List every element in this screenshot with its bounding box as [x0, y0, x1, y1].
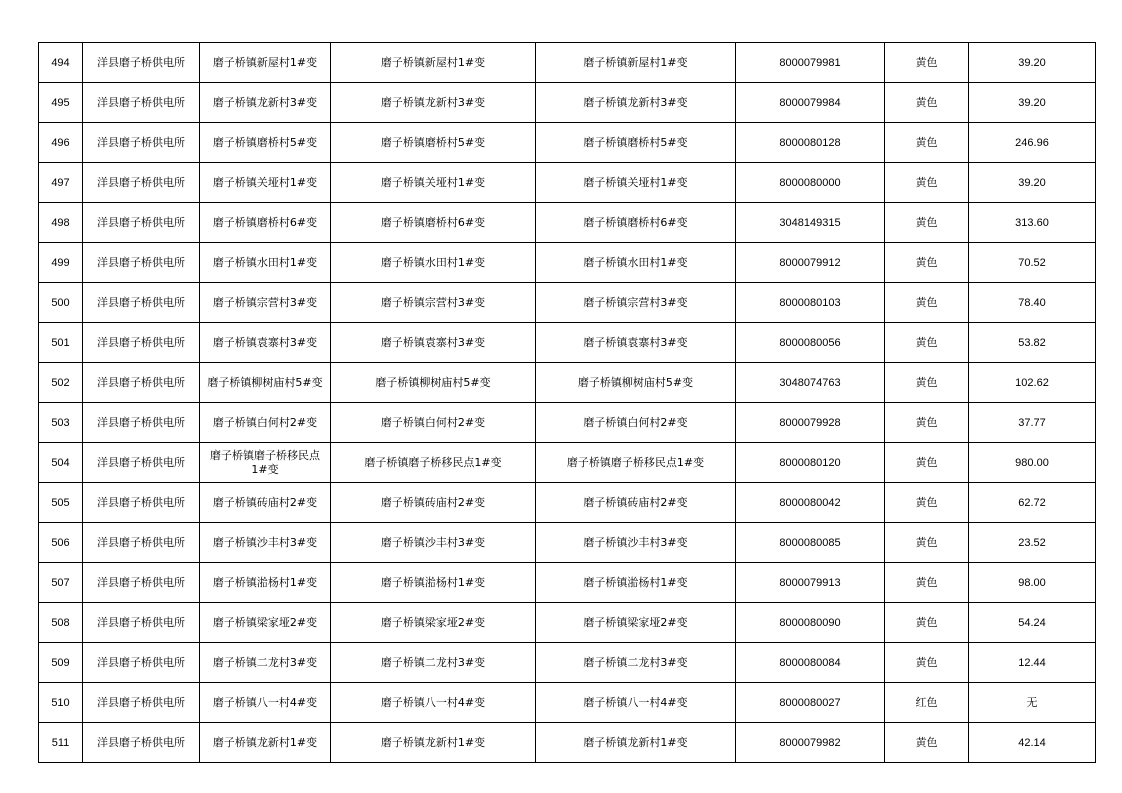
cell-line-name: 磨子桥镇宗营村3#变: [331, 283, 536, 323]
cell-station-name: 磨子桥镇新屋村1#变: [536, 43, 736, 83]
cell-account-code: 8000080000: [736, 163, 885, 203]
table-row: [39, 123, 1096, 163]
cell-transformer-name: 磨子桥镇梁家垭2#变: [200, 603, 331, 643]
table-row: [39, 443, 1096, 483]
cell-transformer-name: 磨子桥镇沙丰村3#变: [200, 523, 331, 563]
cell-line-name: 磨子桥镇磨桥村5#变: [331, 123, 536, 163]
cell-seq-number: 511: [39, 723, 83, 763]
cell-seq-number: 508: [39, 603, 83, 643]
table-row: [39, 603, 1096, 643]
table-row: [39, 403, 1096, 443]
cell-line-name: 磨子桥镇柳树庙村5#变: [331, 363, 536, 403]
cell-station-name: 磨子桥镇龙新村1#变: [536, 723, 736, 763]
cell-account-code: 8000079982: [736, 723, 885, 763]
cell-line-name: 磨子桥镇砖庙村2#变: [331, 483, 536, 523]
cell-supply-unit: 洋县磨子桥供电所: [83, 123, 200, 163]
cell-seq-number: 494: [39, 43, 83, 83]
cell-account-code: 8000079984: [736, 83, 885, 123]
cell-supply-unit: 洋县磨子桥供电所: [83, 43, 200, 83]
cell-supply-unit: 洋县磨子桥供电所: [83, 363, 200, 403]
cell-line-name: 磨子桥镇二龙村3#变: [331, 643, 536, 683]
cell-seq-number: 496: [39, 123, 83, 163]
cell-transformer-name: 磨子桥镇关垭村1#变: [200, 163, 331, 203]
cell-warning-level: 黄色: [885, 523, 969, 563]
cell-account-code: 8000080027: [736, 683, 885, 723]
cell-warning-level: 黄色: [885, 443, 969, 483]
cell-warning-level: 黄色: [885, 43, 969, 83]
cell-transformer-name: 磨子桥镇新屋村1#变: [200, 43, 331, 83]
cell-supply-unit: 洋县磨子桥供电所: [83, 243, 200, 283]
cell-warning-level: 黄色: [885, 483, 969, 523]
table-row: [39, 323, 1096, 363]
cell-transformer-name: 磨子桥镇二龙村3#变: [200, 643, 331, 683]
cell-station-name: 磨子桥镇砖庙村2#变: [536, 483, 736, 523]
cell-transformer-name: 磨子桥镇磨桥村6#变: [200, 203, 331, 243]
cell-account-code: 8000079912: [736, 243, 885, 283]
cell-seq-number: 500: [39, 283, 83, 323]
cell-account-code: 8000080056: [736, 323, 885, 363]
cell-transformer-name: 磨子桥镇龙新村3#变: [200, 83, 331, 123]
cell-station-name: 磨子桥镇宗营村3#变: [536, 283, 736, 323]
table-row: [39, 203, 1096, 243]
cell-value: 39.20: [969, 43, 1096, 83]
cell-line-name: 磨子桥镇沙丰村3#变: [331, 523, 536, 563]
table-row: [39, 683, 1096, 723]
table-row: [39, 563, 1096, 603]
cell-seq-number: 499: [39, 243, 83, 283]
cell-station-name: 磨子桥镇磨桥村6#变: [536, 203, 736, 243]
cell-value: 53.82: [969, 323, 1096, 363]
cell-account-code: 8000079928: [736, 403, 885, 443]
cell-value: 980.00: [969, 443, 1096, 483]
cell-seq-number: 509: [39, 643, 83, 683]
cell-value: 70.52: [969, 243, 1096, 283]
cell-transformer-name: 磨子桥镇袁寨村3#变: [200, 323, 331, 363]
cell-station-name: 磨子桥镇柳树庙村5#变: [536, 363, 736, 403]
cell-station-name: 磨子桥镇磨桥村5#变: [536, 123, 736, 163]
cell-warning-level: 黄色: [885, 643, 969, 683]
cell-supply-unit: 洋县磨子桥供电所: [83, 683, 200, 723]
cell-station-name: 磨子桥镇关垭村1#变: [536, 163, 736, 203]
cell-supply-unit: 洋县磨子桥供电所: [83, 723, 200, 763]
cell-account-code: 3048149315: [736, 203, 885, 243]
cell-seq-number: 495: [39, 83, 83, 123]
table-body: [39, 43, 1096, 763]
cell-line-name: 磨子桥镇新屋村1#变: [331, 43, 536, 83]
cell-supply-unit: 洋县磨子桥供电所: [83, 643, 200, 683]
cell-warning-level: 黄色: [885, 563, 969, 603]
cell-station-name: 磨子桥镇水田村1#变: [536, 243, 736, 283]
table-row: [39, 523, 1096, 563]
cell-value: 246.96: [969, 123, 1096, 163]
cell-line-name: 磨子桥镇龙新村1#变: [331, 723, 536, 763]
cell-supply-unit: 洋县磨子桥供电所: [83, 603, 200, 643]
cell-warning-level: 黄色: [885, 603, 969, 643]
cell-supply-unit: 洋县磨子桥供电所: [83, 83, 200, 123]
cell-transformer-name: 磨子桥镇水田村1#变: [200, 243, 331, 283]
cell-transformer-name: 磨子桥镇湁杨村1#变: [200, 563, 331, 603]
cell-station-name: 磨子桥镇湁杨村1#变: [536, 563, 736, 603]
cell-line-name: 磨子桥镇白何村2#变: [331, 403, 536, 443]
cell-transformer-name: 磨子桥镇八一村4#变: [200, 683, 331, 723]
cell-seq-number: 505: [39, 483, 83, 523]
table-row: [39, 283, 1096, 323]
cell-account-code: 3048074763: [736, 363, 885, 403]
cell-account-code: 8000080128: [736, 123, 885, 163]
cell-warning-level: 红色: [885, 683, 969, 723]
cell-line-name: 磨子桥镇袁寨村3#变: [331, 323, 536, 363]
cell-line-name: 磨子桥镇湁杨村1#变: [331, 563, 536, 603]
cell-station-name: 磨子桥镇沙丰村3#变: [536, 523, 736, 563]
cell-supply-unit: 洋县磨子桥供电所: [83, 163, 200, 203]
cell-account-code: 8000080090: [736, 603, 885, 643]
cell-seq-number: 503: [39, 403, 83, 443]
table-row: [39, 243, 1096, 283]
cell-value: 42.14: [969, 723, 1096, 763]
cell-seq-number: 497: [39, 163, 83, 203]
table-row: [39, 83, 1096, 123]
cell-line-name: 磨子桥镇梁家垭2#变: [331, 603, 536, 643]
cell-warning-level: 黄色: [885, 363, 969, 403]
cell-transformer-name: 磨子桥镇磨子桥移民点1#变: [200, 443, 331, 483]
cell-seq-number: 502: [39, 363, 83, 403]
cell-line-name: 磨子桥镇八一村4#变: [331, 683, 536, 723]
cell-value: 39.20: [969, 83, 1096, 123]
cell-station-name: 磨子桥镇白何村2#变: [536, 403, 736, 443]
cell-transformer-name: 磨子桥镇柳树庙村5#变: [200, 363, 331, 403]
cell-warning-level: 黄色: [885, 123, 969, 163]
cell-supply-unit: 洋县磨子桥供电所: [83, 203, 200, 243]
cell-warning-level: 黄色: [885, 83, 969, 123]
cell-station-name: 磨子桥镇龙新村3#变: [536, 83, 736, 123]
cell-station-name: 磨子桥镇磨子桥移民点1#变: [536, 443, 736, 483]
cell-line-name: 磨子桥镇龙新村3#变: [331, 83, 536, 123]
table-row: [39, 363, 1096, 403]
table-row: [39, 483, 1096, 523]
cell-account-code: 8000080084: [736, 643, 885, 683]
cell-warning-level: 黄色: [885, 723, 969, 763]
cell-supply-unit: 洋县磨子桥供电所: [83, 523, 200, 563]
cell-supply-unit: 洋县磨子桥供电所: [83, 443, 200, 483]
cell-value: 无: [969, 683, 1096, 723]
cell-transformer-name: 磨子桥镇砖庙村2#变: [200, 483, 331, 523]
cell-station-name: 磨子桥镇二龙村3#变: [536, 643, 736, 683]
cell-supply-unit: 洋县磨子桥供电所: [83, 563, 200, 603]
cell-value: 78.40: [969, 283, 1096, 323]
table-row: [39, 723, 1096, 763]
cell-value: 12.44: [969, 643, 1096, 683]
cell-account-code: 8000080103: [736, 283, 885, 323]
cell-warning-level: 黄色: [885, 203, 969, 243]
cell-supply-unit: 洋县磨子桥供电所: [83, 403, 200, 443]
cell-seq-number: 501: [39, 323, 83, 363]
cell-account-code: 8000079913: [736, 563, 885, 603]
cell-value: 54.24: [969, 603, 1096, 643]
cell-line-name: 磨子桥镇关垭村1#变: [331, 163, 536, 203]
cell-value: 37.77: [969, 403, 1096, 443]
cell-value: 23.52: [969, 523, 1096, 563]
table-row: [39, 43, 1096, 83]
cell-transformer-name: 磨子桥镇磨桥村5#变: [200, 123, 331, 163]
cell-account-code: 8000080085: [736, 523, 885, 563]
cell-value: 102.62: [969, 363, 1096, 403]
cell-value: 313.60: [969, 203, 1096, 243]
cell-supply-unit: 洋县磨子桥供电所: [83, 323, 200, 363]
cell-supply-unit: 洋县磨子桥供电所: [83, 283, 200, 323]
cell-transformer-name: 磨子桥镇白何村2#变: [200, 403, 331, 443]
cell-warning-level: 黄色: [885, 243, 969, 283]
transformer-table: [38, 42, 1096, 763]
cell-seq-number: 507: [39, 563, 83, 603]
cell-value: 39.20: [969, 163, 1096, 203]
cell-station-name: 磨子桥镇梁家垭2#变: [536, 603, 736, 643]
cell-transformer-name: 磨子桥镇龙新村1#变: [200, 723, 331, 763]
cell-account-code: 8000080042: [736, 483, 885, 523]
cell-seq-number: 510: [39, 683, 83, 723]
cell-seq-number: 506: [39, 523, 83, 563]
cell-station-name: 磨子桥镇八一村4#变: [536, 683, 736, 723]
cell-value: 62.72: [969, 483, 1096, 523]
cell-warning-level: 黄色: [885, 323, 969, 363]
cell-value: 98.00: [969, 563, 1096, 603]
cell-line-name: 磨子桥镇磨子桥移民点1#变: [331, 443, 536, 483]
cell-line-name: 磨子桥镇水田村1#变: [331, 243, 536, 283]
cell-transformer-name: 磨子桥镇宗营村3#变: [200, 283, 331, 323]
cell-account-code: 8000080120: [736, 443, 885, 483]
cell-seq-number: 504: [39, 443, 83, 483]
cell-warning-level: 黄色: [885, 163, 969, 203]
cell-station-name: 磨子桥镇袁寨村3#变: [536, 323, 736, 363]
cell-account-code: 8000079981: [736, 43, 885, 83]
cell-supply-unit: 洋县磨子桥供电所: [83, 483, 200, 523]
cell-warning-level: 黄色: [885, 283, 969, 323]
table-row: [39, 643, 1096, 683]
cell-line-name: 磨子桥镇磨桥村6#变: [331, 203, 536, 243]
cell-warning-level: 黄色: [885, 403, 969, 443]
cell-seq-number: 498: [39, 203, 83, 243]
table-row: [39, 163, 1096, 203]
